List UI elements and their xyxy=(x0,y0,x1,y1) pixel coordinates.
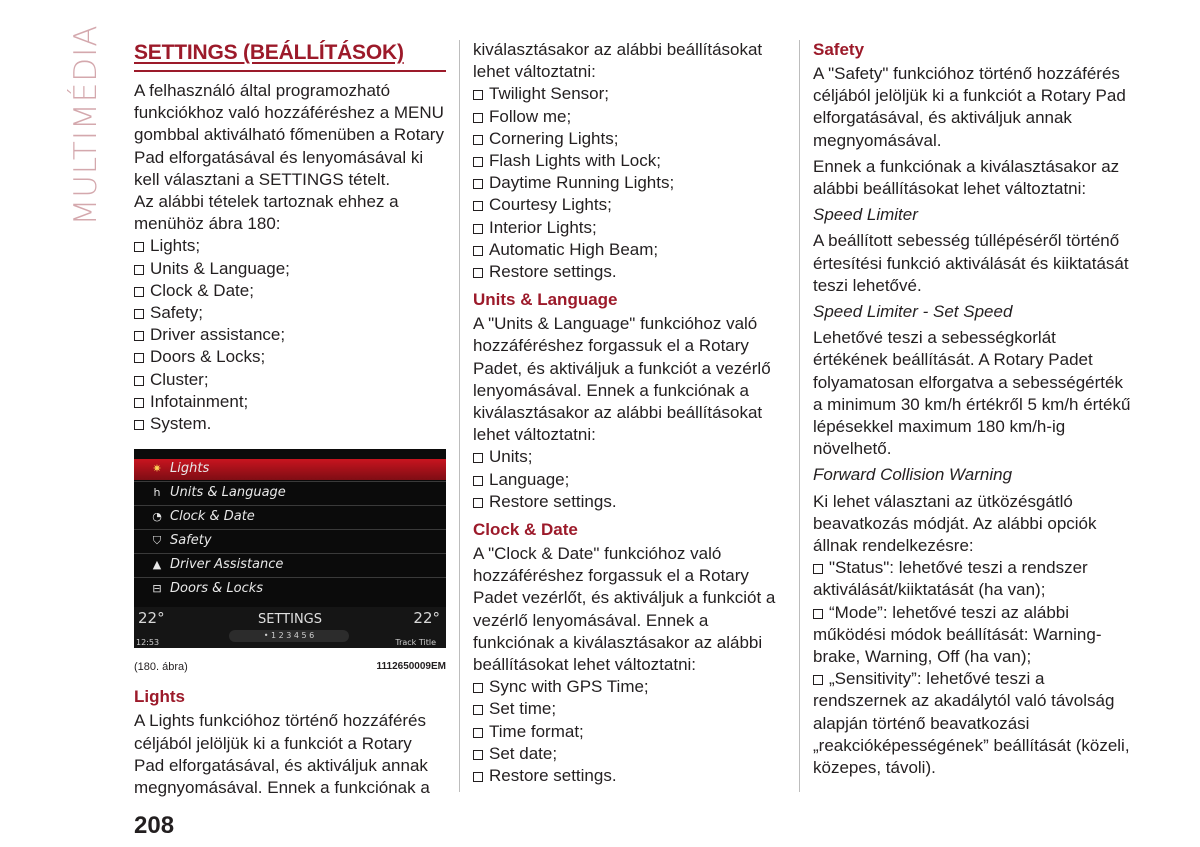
figure-code: 1112650009EM xyxy=(376,661,446,673)
track-title: Track Title xyxy=(395,638,436,648)
list-item: Flash Lights with Lock; xyxy=(473,150,791,172)
screen-menu-item: ▲ Driver Assistance xyxy=(134,553,446,577)
checkbox-icon xyxy=(473,476,483,486)
list-item: Cornering Lights; xyxy=(473,128,791,150)
list-item: Doors & Locks; xyxy=(134,346,446,368)
checkbox-icon xyxy=(134,331,144,341)
fcw-subheading: Forward Collision Warning xyxy=(813,465,1013,485)
checkbox-icon xyxy=(134,265,144,275)
units-heading: Units & Language xyxy=(473,290,618,310)
list-item: Follow me; xyxy=(473,106,791,128)
units-paragraph: A "Units & Language" funkcióhoz való hozzáféréshez forgassuk el a Rotary Padet, és aktiváljuk a funkciót a vezérlő lenyomásával. Ennek a funkciónak a kiválasztásakor az alábbi beállításokat lehet változtatni: xyxy=(473,314,771,445)
list-item: Courtesy Lights; xyxy=(473,194,791,216)
checkbox-icon xyxy=(473,157,483,167)
list-item: Automatic High Beam; xyxy=(473,239,791,261)
car-door-icon: ⊟ xyxy=(152,582,162,596)
temp-left: 22° xyxy=(138,609,165,628)
checkbox-icon xyxy=(134,353,144,363)
clock-options-list xyxy=(473,676,791,787)
speed-limiter-paragraph: A beállított sebesség túllépéséről történő értesítési funkció aktiválását és kiiktatását teszi lehetővé. xyxy=(813,231,1129,295)
column-divider xyxy=(459,40,460,792)
lights-paragraph-continued: kiválasztásakor az alábbi beállításokat lehet változtatni: xyxy=(473,40,763,82)
fcw-option: “Mode”: lehetővé teszi az alábbi működési módok beállítását: Warning-brake, Warning, Off (ha van); xyxy=(813,602,1102,667)
list-item: Driver assistance; xyxy=(134,324,446,346)
list-item: Infotainment; xyxy=(134,391,446,413)
checkbox-icon xyxy=(134,376,144,386)
units-options-list xyxy=(473,446,791,513)
checkbox-icon xyxy=(473,453,483,463)
clock-heading: Clock & Date xyxy=(473,520,578,540)
checkbox-icon xyxy=(134,309,144,319)
fcw-paragraph: Ki lehet választani az ütközésgátló beavatkozás módját. Az alábbi opciók állnak rendelkezésre: xyxy=(813,491,1097,556)
checkbox-icon xyxy=(134,398,144,408)
list-item: Time format; xyxy=(473,721,791,743)
units-icon: h xyxy=(153,486,161,500)
figure-caption xyxy=(134,656,446,678)
column-3 xyxy=(813,39,1133,783)
list-item: Safety; xyxy=(134,302,446,324)
list-item: Clock & Date; xyxy=(134,280,446,302)
clock-paragraph: A "Clock & Date" funkcióhoz való hozzáféréshez forgassuk el a Rotary Padet vezérlőt, és aktiváljuk a funkciót a vezérlő lenyomásával. Ennek a funkciónak a kiválasztásakor az alábbi beállításokat lehet változtatni: xyxy=(473,544,776,675)
list-item: Restore settings. xyxy=(473,261,791,283)
screen-menu-item: ✷ Lights xyxy=(134,457,446,481)
checkbox-icon xyxy=(473,772,483,782)
safety-heading: Safety xyxy=(813,40,865,59)
fcw-option: "Status": lehetővé teszi a rendszer aktiválását/kiiktatását (ha van); xyxy=(813,558,1088,600)
checkbox-icon xyxy=(473,498,483,508)
checkbox-icon xyxy=(813,564,823,574)
list-item: Lights; xyxy=(134,235,446,257)
set-speed-subheading: Speed Limiter - Set Speed xyxy=(813,302,1013,322)
page-title: SETTINGS (BEÁLLÍTÁSOK) xyxy=(134,40,446,72)
checkbox-icon xyxy=(813,609,823,619)
checkbox-icon xyxy=(473,90,483,100)
list-item: Restore settings. xyxy=(473,765,791,787)
checkbox-icon xyxy=(473,268,483,278)
screen-time: 12:53 xyxy=(136,638,160,648)
checkbox-icon xyxy=(473,179,483,189)
lights-heading: Lights xyxy=(134,687,185,707)
list-item: System. xyxy=(134,413,446,435)
safety-paragraph: A "Safety" funkcióhoz történő hozzáférés céljából jelöljük ki a funkciót a Rotary Pad elforgatásával, és aktiváljuk annak megnyomásával. xyxy=(813,64,1126,150)
column-divider xyxy=(799,40,800,792)
screen-menu-item: ⊟ Doors & Locks xyxy=(134,577,446,601)
intro-paragraph-2: Az alábbi tételek tartoznak ehhez a menühöz ábra 180: xyxy=(134,192,399,234)
checkbox-icon xyxy=(473,705,483,715)
checkbox-icon xyxy=(134,242,144,252)
screen-menu-item: ◔ Clock & Date xyxy=(134,505,446,529)
checkbox-icon xyxy=(473,728,483,738)
column-2 xyxy=(473,39,791,791)
section-side-label: MULTIMÉDIA xyxy=(68,24,104,226)
caption-text: (180. ábra) xyxy=(134,661,188,674)
temp-right: 22° xyxy=(413,609,440,628)
fcw-option: „Sensitivity”: lehetővé teszi a rendszernek az akadálytól való távolság alapján történő beavatkozási „reakcióképességének” beállítását (közeli, közepes, távoli). xyxy=(813,669,1130,778)
settings-items-list xyxy=(134,235,446,435)
page-indicator: • 1 2 3 4 5 6 xyxy=(229,630,349,642)
list-item: Set time; xyxy=(473,698,791,720)
set-speed-paragraph: Lehetővé teszi a sebességkorlát értékének beállítását. A Rotary Padet folyamatosan elforgatva a sebességérték a minimum 30 km/h értékről 5 km/h értékű lépésekkel maximum 180 km/h-ig növelhető. xyxy=(813,328,1131,459)
light-icon: ✷ xyxy=(152,462,162,476)
checkbox-icon xyxy=(473,224,483,234)
lights-options-list xyxy=(473,83,791,283)
clock-icon: ◔ xyxy=(152,510,162,524)
checkbox-icon xyxy=(473,113,483,123)
checkbox-icon xyxy=(473,135,483,145)
shield-icon: ⛉ xyxy=(152,534,162,548)
list-item: Language; xyxy=(473,469,791,491)
list-item: Units & Language; xyxy=(134,258,446,280)
list-item: Units; xyxy=(473,446,791,468)
column-1 xyxy=(134,40,446,803)
screen-menu-item: h Units & Language xyxy=(134,481,446,505)
intro-paragraph: A felhasználó által programozható funkciókhoz való hozzáféréshez a MENU gombbal aktiválható főmenüben a Rotary Pad elforgatásával és lenyomásával ki kell választani a SETTINGS tételt. xyxy=(134,81,444,189)
list-item: Restore settings. xyxy=(473,491,791,513)
page-number: 208 xyxy=(134,812,175,839)
checkbox-icon xyxy=(134,420,144,430)
safety-paragraph-2: Ennek a funkciónak a kiválasztásakor az alábbi beállításokat lehet változtatni: xyxy=(813,156,1120,199)
speed-limiter-subheading: Speed Limiter xyxy=(813,205,918,225)
settings-screen-figure xyxy=(134,449,446,648)
screen-title: SETTINGS xyxy=(257,612,322,628)
checkbox-icon xyxy=(813,675,823,685)
checkbox-icon xyxy=(134,287,144,297)
checkbox-icon xyxy=(473,750,483,760)
checkbox-icon xyxy=(473,201,483,211)
list-item: Sync with GPS Time; xyxy=(473,676,791,698)
screen-menu-item: ⛉ Safety xyxy=(134,529,446,553)
list-item: Twilight Sensor; xyxy=(473,83,791,105)
lights-paragraph: A Lights funkcióhoz történő hozzáférés céljából jelöljük ki a funkciót a Rotary Pad elforgatásával, és aktiváljuk annak megnyomásával. Ennek a funkciónak a xyxy=(134,711,430,798)
checkbox-icon xyxy=(473,246,483,256)
list-item: Daytime Running Lights; xyxy=(473,172,791,194)
list-item: Set date; xyxy=(473,743,791,765)
list-item: Cluster; xyxy=(134,369,446,391)
list-item: Interior Lights; xyxy=(473,217,791,239)
checkbox-icon xyxy=(473,683,483,693)
warning-icon: ▲ xyxy=(152,558,162,572)
